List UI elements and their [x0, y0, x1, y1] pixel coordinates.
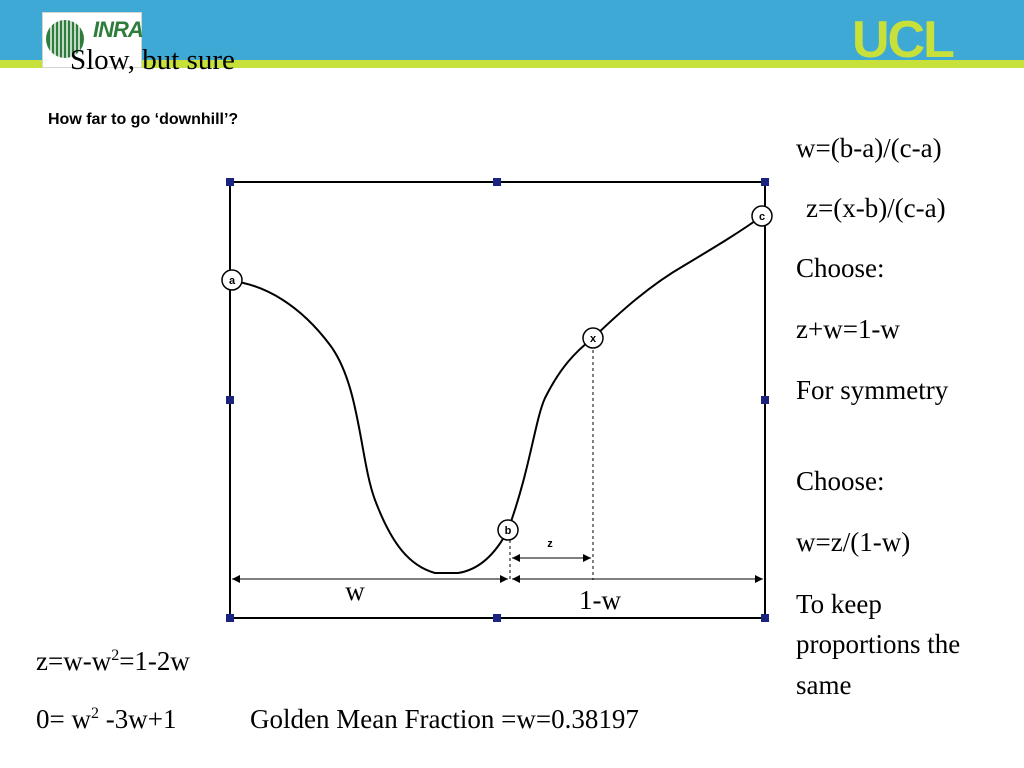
choose-label-1: Choose: [796, 253, 885, 283]
proportion-equation: w=z/(1-w) [796, 527, 911, 557]
inra-logo-text: INRA [93, 17, 143, 42]
z-formula: z=(x-b)/(c-a) [806, 193, 946, 223]
golden-mean-result: Golden Mean Fraction =w=0.38197 [250, 704, 639, 734]
point-x-label: x [589, 333, 597, 345]
point-a-label: a [228, 275, 236, 287]
frame-handles [226, 178, 769, 622]
choose-label-2: Choose: [796, 466, 885, 496]
proportion-note-line3: same [796, 670, 852, 700]
point-b-label: b [504, 525, 512, 537]
slide-subtitle: How far to go ‘downhill’? [48, 111, 239, 128]
slide-title: Slow, but sure [70, 44, 235, 76]
z-label: z [547, 538, 553, 550]
proportion-note-line1: To keep [796, 589, 882, 619]
ucl-logo-text: UCL [852, 11, 953, 69]
one-minus-w-label: 1-w [579, 585, 621, 615]
equation-z: $z=w-w^2=1-2w$ [36, 646, 190, 676]
w-formula: w=(b-a)/(c-a) [796, 133, 942, 163]
point-c-label: c [758, 211, 766, 223]
function-curve [232, 216, 762, 573]
symmetry-equation: z+w=1-w [796, 314, 900, 344]
equation-quadratic: $0= w^2$ -3w+1 [36, 704, 177, 734]
w-label: w [345, 576, 365, 606]
symmetry-label: For symmetry [796, 375, 949, 405]
diagram-frame [230, 182, 765, 618]
proportion-note-line2: proportions the [796, 629, 961, 659]
